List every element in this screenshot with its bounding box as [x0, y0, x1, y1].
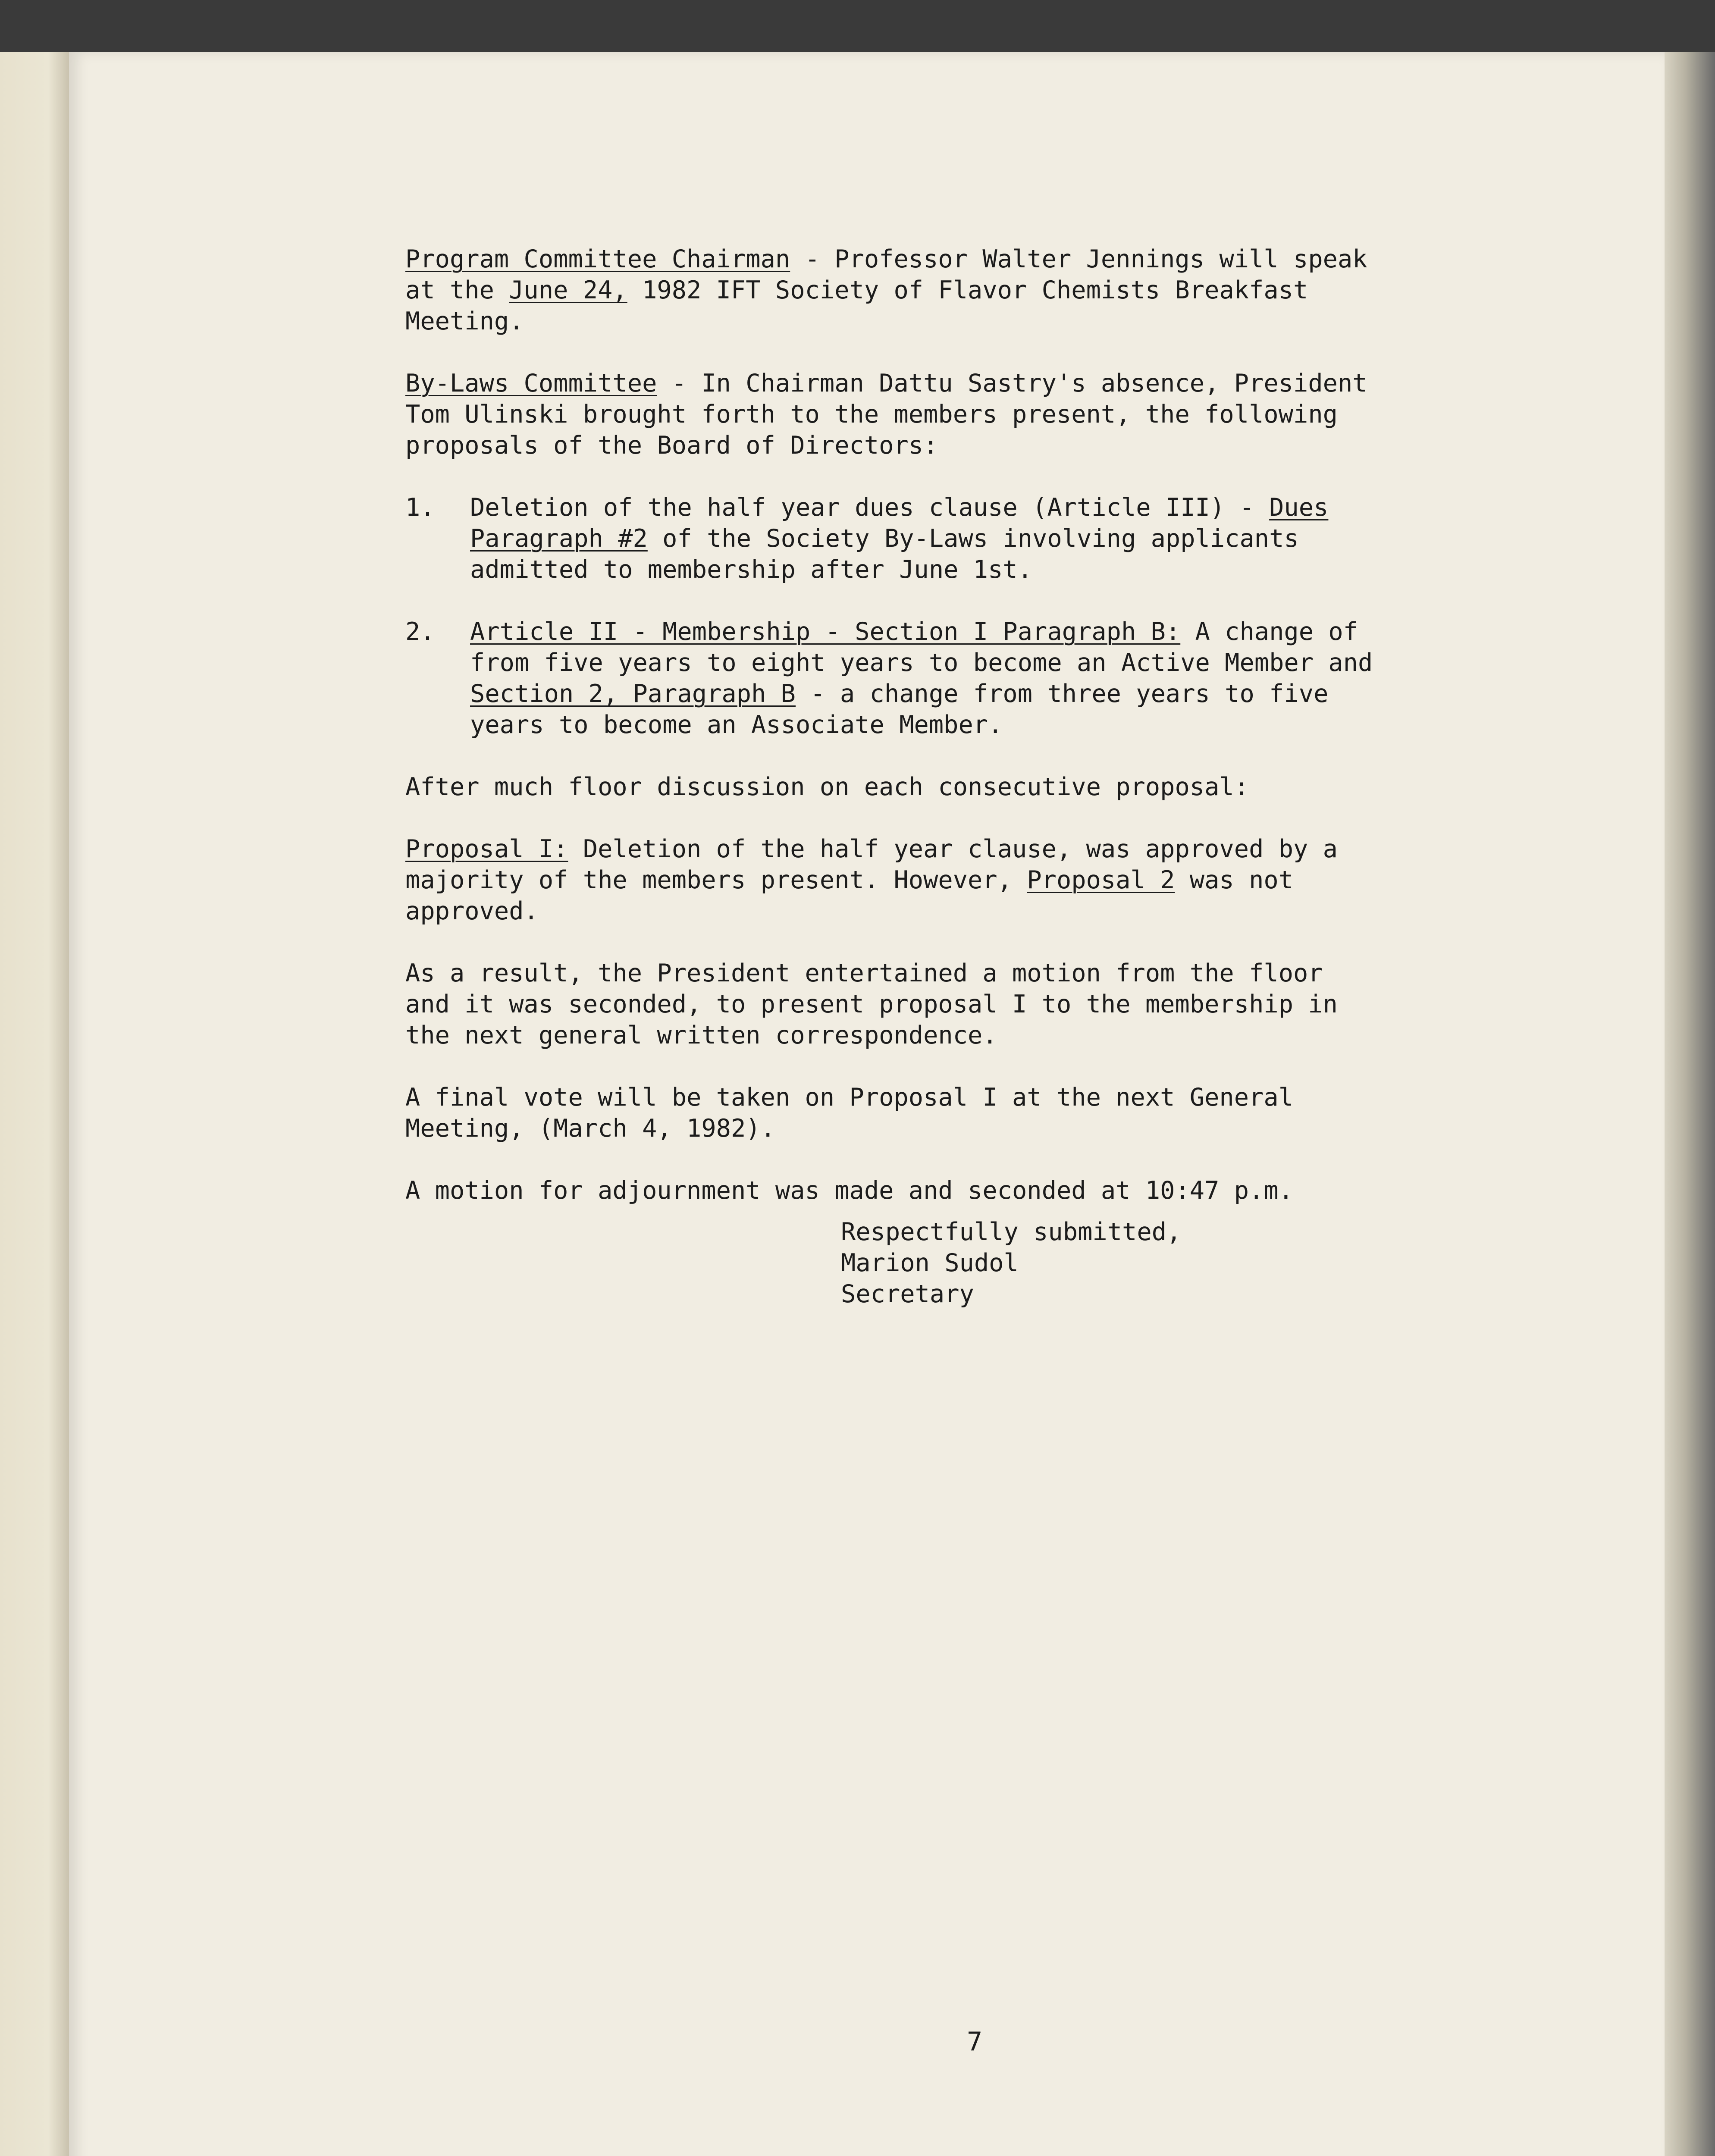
proposal-2-underlined-b: Section 2, Paragraph B — [470, 680, 796, 708]
program-committee-text-a: - Professor Walter Jennings will speak at the — [405, 245, 1367, 304]
document-body — [405, 244, 1380, 1310]
after-discussion-paragraph: After much floor discussion on each consecutive proposal: — [405, 773, 1249, 801]
final-vote-paragraph: A final vote will be taken on Proposal I at the next General Meeting, (March 4, 1982). — [405, 1083, 1294, 1143]
proposal-2-label: Proposal 2 — [1027, 866, 1175, 894]
proposal-1-text-a: Deletion of the half year dues clause (Article III) - — [470, 493, 1270, 522]
proposal-2-text-b: - a change from three years to five years to become an Associate Member. — [470, 680, 1329, 739]
program-committee-text-b: 1982 IFT Society of Flavor Chemists Breakfast Meeting. — [405, 276, 1308, 335]
proposal-2-underlined-a: Article II - Membership - Section I Paragraph B: — [470, 617, 1181, 646]
adjournment-paragraph: A motion for adjournment was made and seconded at 10:47 p.m. — [405, 1176, 1294, 1205]
program-committee-heading: Program Committee Chairman — [405, 245, 790, 273]
proposal-item-1 — [405, 492, 1380, 585]
proposal-number-2: 2. — [405, 617, 435, 646]
page-number: 7 — [966, 2027, 983, 2057]
page-stack-edge — [1665, 52, 1715, 2156]
signature-name: Marion Sudol — [841, 1249, 1019, 1277]
bylaws-committee-paragraph — [405, 368, 1380, 461]
proposal-2-text-a: A change of from five years to eight years to become an Active Member and — [470, 617, 1373, 677]
facing-page-edge — [0, 52, 69, 2156]
signature-closing: Respectfully submitted, — [841, 1218, 1182, 1246]
signature-title: Secretary — [841, 1280, 974, 1308]
motion-result-paragraph: As a result, the President entertained a motion from the floor and it was seconded, to present proposal I to the membership in the next general written correspondence. — [405, 959, 1338, 1050]
proposal-result-paragraph — [405, 834, 1380, 927]
signature-block — [841, 1216, 1380, 1310]
bylaws-committee-text: - In Chairman Dattu Sastry's absence, President Tom Ulinski brought forth to the members present, the following proposals of the Board of Directors: — [405, 369, 1367, 460]
proposal-number-1: 1. — [405, 493, 435, 522]
proposal-item-2 — [405, 616, 1380, 740]
proposal-text-1 — [470, 492, 1380, 585]
proposal-result-text-a: Deletion of the half year clause, was approved by a majority of the members present. However, — [405, 835, 1338, 894]
program-committee-paragraph — [405, 244, 1380, 337]
program-committee-date: June 24, — [509, 276, 627, 304]
proposal-1-underlined: Dues Paragraph #2 — [470, 493, 1329, 553]
proposal-text-2 — [470, 616, 1380, 740]
proposal-result-text-b: was not approved. — [405, 866, 1294, 925]
proposal-1-text-b: of the Society By-Laws involving applicants admitted to membership after June 1st. — [470, 524, 1299, 584]
bylaws-committee-heading: By-Laws Committee — [405, 369, 657, 398]
proposal-1-label: Proposal I: — [405, 835, 568, 863]
